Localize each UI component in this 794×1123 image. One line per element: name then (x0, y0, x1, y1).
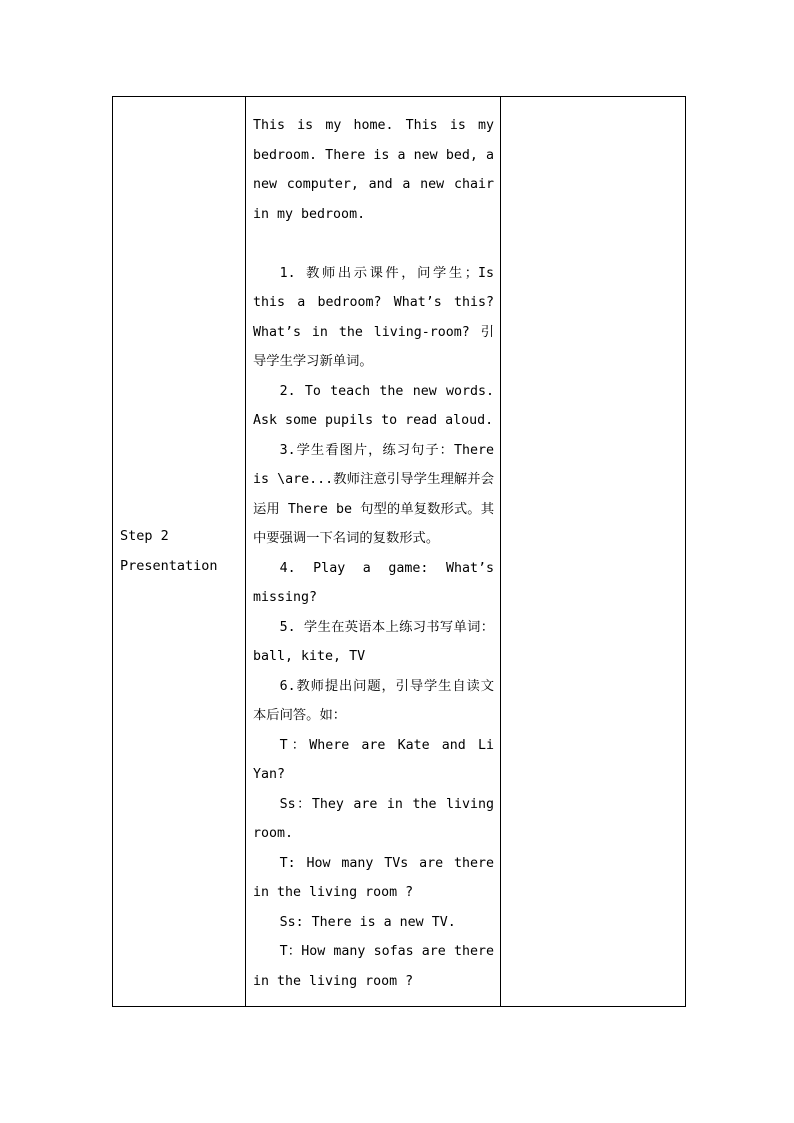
step-number: Step 2 (120, 528, 169, 544)
list-item: 1. 教师出示课件，问学生；Is this a bedroom? What’s this? What’s in the living-room? 引导学生学习新单词。 (253, 265, 494, 369)
dialogue-line: Ss：They are in the living room. (253, 796, 494, 841)
content-body (246, 107, 500, 996)
dialogue-line: T：Where are Kate and Li Yan? (253, 737, 494, 782)
list-item: 2. To teach the new words. Ask some pupils to read aloud. (253, 383, 494, 428)
list-item: 4. Play a game: What’s missing? (253, 560, 494, 605)
blank-line (253, 229, 494, 259)
content-cell (246, 97, 501, 1007)
list-item: 3.学生看图片，练习句子：There is \are...教师注意引导学生理解并会运用 There be 句型的单复数形式。其中要强调一下名词的复数形式。 (253, 442, 494, 546)
lesson-plan-table (112, 96, 686, 1007)
step-title (113, 522, 245, 581)
list-item: 6.教师提出问题，引导学生自读文本后问答。如： (253, 678, 494, 723)
notes-cell (501, 97, 686, 1007)
dialogue-line: T: How many TVs are there in the living room ? (253, 855, 494, 900)
list-item: 5. 学生在英语本上练习书写单词：ball, kite, TV (253, 619, 494, 664)
intro-paragraph: This is my home. This is my bedroom. There is a new bed, a new computer, and a new chair in my bedroom. (253, 118, 494, 222)
step-cell (113, 97, 246, 1007)
table-row (113, 97, 686, 1007)
dialogue-line: Ss: There is a new TV. (279, 914, 456, 930)
dialogue-line: T：How many sofas are there in the living room ? (253, 944, 494, 989)
step-name: Presentation (120, 557, 218, 574)
